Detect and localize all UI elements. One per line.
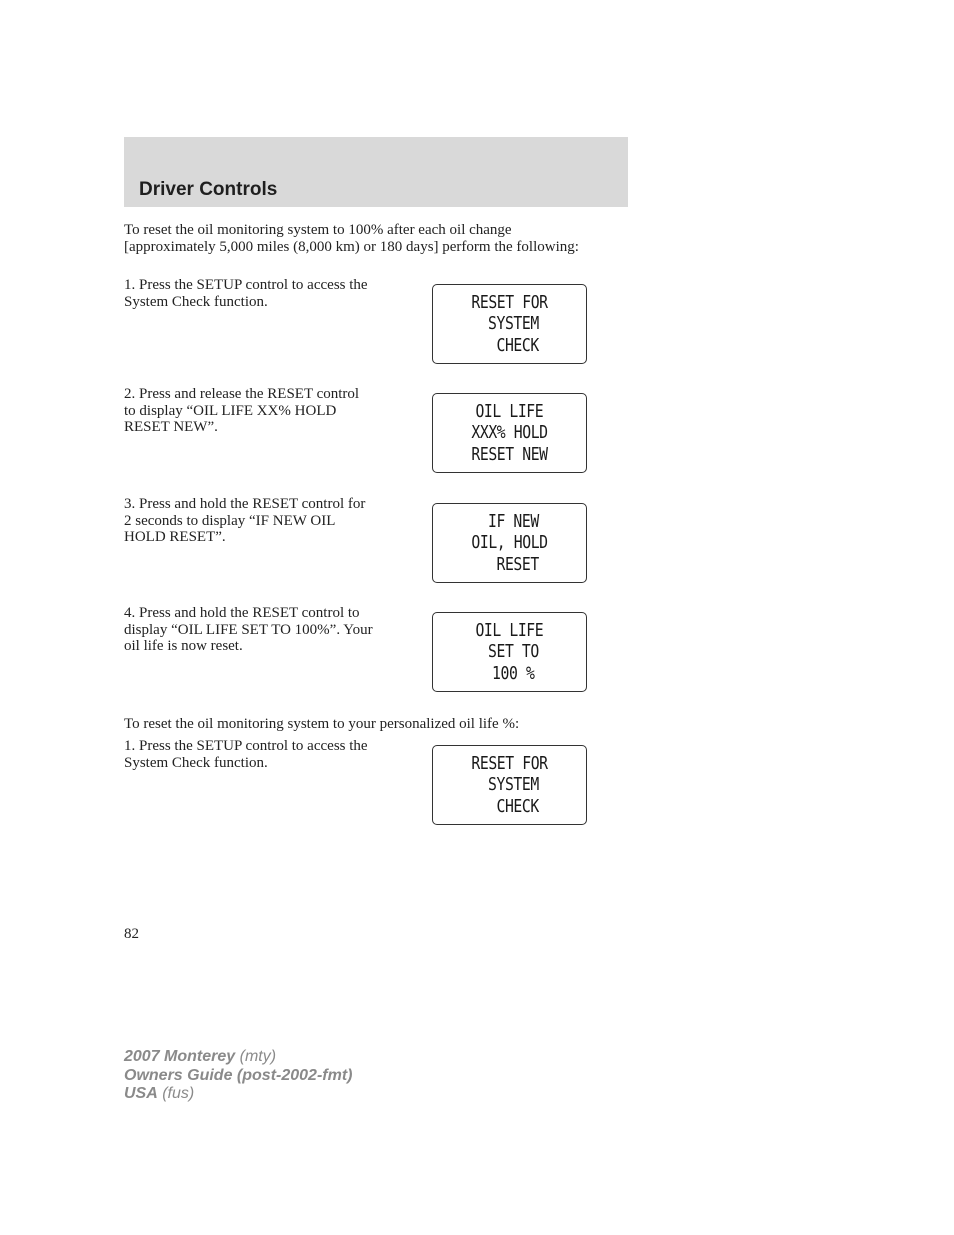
intro-paragraph-2: To reset the oil monitoring system to your personalized oil life %: [124,716,520,732]
lcd-display-b1 [432,745,587,825]
lcd-display-a1 [432,284,587,364]
lcd-line: RESET NEW [471,443,548,465]
section-header-band [124,137,628,207]
lcd-line: SYSTEM [479,774,540,796]
lcd-display-a4 [432,612,587,692]
footer-model: 2007 Monterey [124,1048,236,1065]
step-a4-text: 4. Press and hold the RESET control to display “OIL LIFE SET TO 100%”. Your oil life is now reset. [124,605,373,654]
step-b1-text: 1. Press the SETUP control to access the System Check function. [124,738,368,771]
footer-market-code: (fus) [157,1085,195,1102]
lcd-line: 100 % [484,662,535,684]
lcd-line: RESET FOR [471,291,548,313]
lcd-line: RESET [479,553,540,575]
section-title: Driver Controls [139,179,278,200]
footer-line-2 [124,1067,352,1086]
lcd-line: SET TO [479,641,540,663]
footer-market: USA [124,1085,158,1102]
lcd-line: OIL, HOLD [471,532,548,554]
footer-guide: Owners Guide (post-2002-fmt) [124,1066,353,1084]
footer-line-3 [124,1085,352,1104]
intro-paragraph-1: To reset the oil monitoring system to 100% after each oil change [approximately 5,000 miles (8,000 km) or 180 days] perform the following: [124,222,579,255]
step-a2-text: 2. Press and release the RESET control to display “OIL LIFE XX% HOLD RESET NEW”. [124,386,360,435]
lcd-display-a2 [432,393,587,473]
lcd-line: CHECK [479,795,540,817]
footer-block [124,1048,352,1104]
footer-line-1 [124,1048,352,1067]
lcd-line: XXX% HOLD [471,422,548,444]
footer-model-code: (mty) [235,1048,277,1065]
lcd-line: OIL LIFE [475,400,544,422]
lcd-line: IF NEW [479,510,540,532]
lcd-line: SYSTEM [479,313,540,335]
lcd-line: RESET FOR [471,752,548,774]
lcd-line: OIL LIFE [475,619,544,641]
page-number: 82 [124,926,139,942]
step-a1-text: 1. Press the SETUP control to access the System Check function. [124,277,368,310]
lcd-display-a3 [432,503,587,583]
lcd-line: CHECK [479,334,540,356]
step-a3-text: 3. Press and hold the RESET control for 2 seconds to display “IF NEW OIL HOLD RESET”. [124,496,366,545]
